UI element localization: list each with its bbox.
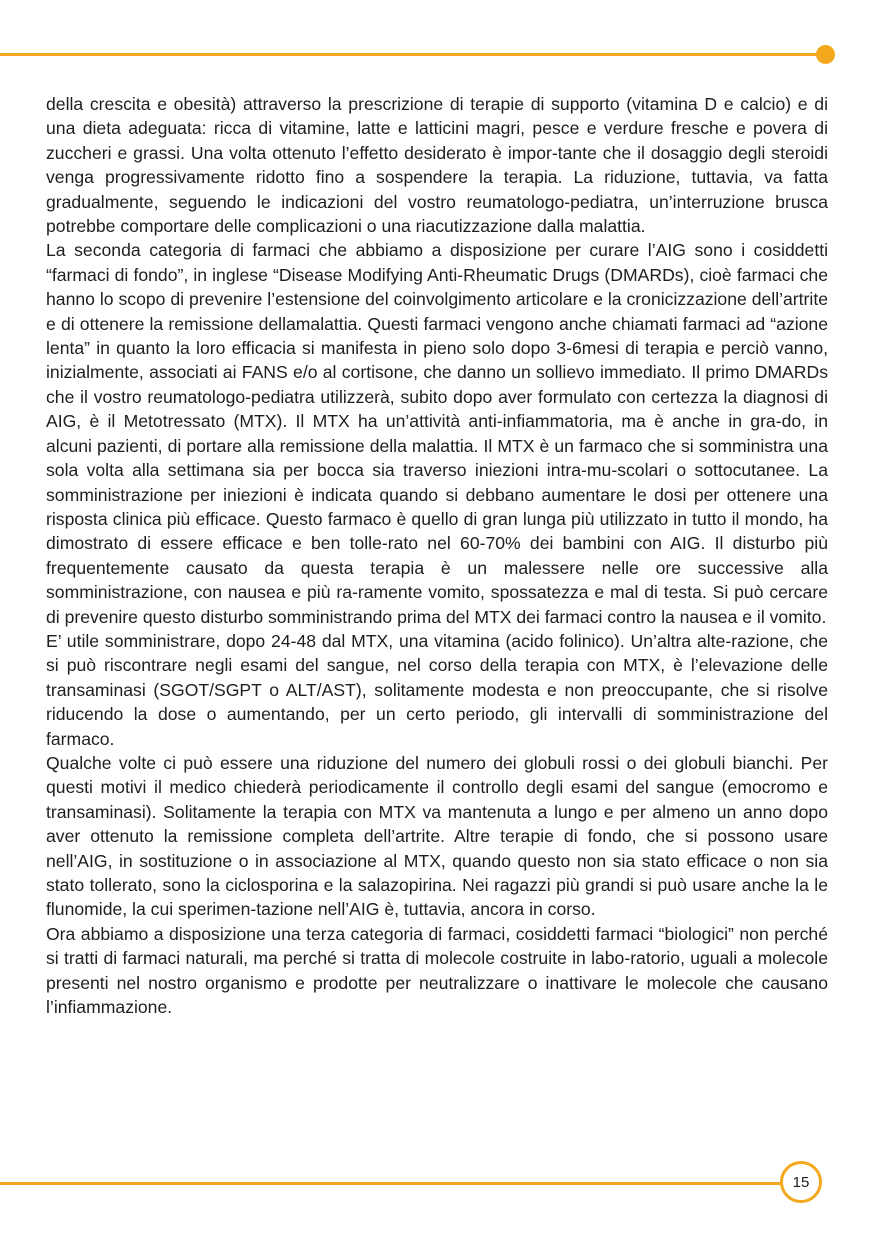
paragraph-biologic-drugs: Ora abbiamo a disposizione una terza categoria di farmaci, cosiddetti farmaci “biologici” non perché si tratti di farmaci naturali, ma perché si tratta di molecole costruite in labo-ratorio, uguali a molecole presenti nel nostro organismo e prodotte per neutralizzare o inattivare le molecole che causano l’infiammazione.	[46, 923, 828, 1018]
page-number: 15	[792, 1173, 810, 1191]
paragraph-dmards-mtx: La seconda categoria di farmaci che abbiamo a disposizione per curare l’AIG sono i cosiddetti “farmaci di fondo”, in inglese “Disease Modifying Anti-Rheumatic Drugs (DMARDs), cioè farmaci che hanno lo scopo di prevenire l’estensione del coinvolgimento articolare e la cronicizzazione dell’artrite e di ottenere la remissione dellamalattia. Questi farmaci vengono anche chiamati farmaci ad “azione lenta” in quanto la loro efficacia si manifesta in pieno solo dopo 3-6mesi di terapia e perciò vanno, inizialmente, associati ai FANS e/o al cortisone, che danno un sollievo immediato. Il primo DMARDs che il vostro reumatologo-pediatra utilizzerà, subito dopo aver formulato con certezza la diagnosi di AIG, è il Metotressato (MTX). Il MTX ha un’attività anti-infiammatoria, ma è anche in gra-do, in alcuni pazienti, di portare alla remissione della malattia. Il MTX è un farmaco che si somministra una sola volta alla settimana sia per bocca sia traverso iniezioni intra-mu-scolari o sottocutanee. La somministrazione per iniezioni è indicata quando si debbano aumentare le dosi per ottenere una risposta clinica più efficace. Questo farmaco è quello di gran lunga più utilizzato in tutto il mondo, ha dimostrato di essere efficace e ben tolle-rato nel 60-70% dei bambini con AIG. Il disturbo più frequentemente causato da questa terapia è un malessere nelle ore successive alla somministrazione, con nausea e più ra-ramente vomito, spossatezza e mal di testa. Si può cercare di prevenire questo disturbo somministrando prima del MTX dei farmaci contro la nausea e il vomito.	[46, 240, 828, 627]
page-number-badge	[780, 1161, 822, 1203]
paragraph-folinic-acid: E’ utile somministrare, dopo 24-48 dal MTX, una vitamina (acido folinico). Un’altra alte-razione, che si può riscontrare negli esami del sangue, nel corso della terapia con MTX, è l’elevazione delle transaminasi (SGOT/SGPT o ALT/AST), solitamente modesta e non preoccupante, che si risolve riducendo la dose o aumentando, per un certo periodo, gli intervalli di somministrazione del farmaco.	[46, 630, 828, 749]
top-decorative-dot	[816, 45, 835, 64]
paragraph-steroid-tapering: della crescita e obesità) attraverso la prescrizione di terapie di supporto (vitamina D e calcio) e di una dieta adeguata: ricca di vitamine, latte e latticini magri, pesce e verdure fresche e povera di zuccheri e grassi. Una volta ottenuto l’effetto desiderato è impor-tante che il dosaggio degli steroidi venga progressivamente ridotto fino a sospendere la terapia. La riduzione, tuttavia, va fatta gradualmente, seguendo le indicazioni del vostro reumatologo-pediatra, un’interruzione brusca potrebbe comportare delle complicazioni o una riacutizzazione dalla malattia.	[46, 94, 828, 237]
body-text	[46, 92, 828, 1019]
paragraph-blood-monitoring: Qualche volte ci può essere una riduzione del numero dei globuli rossi o dei globuli bianchi. Per questi motivi il medico chiederà periodicamente il controllo degli esami del sangue (emocromo e transaminasi). Solitamente la terapia con MTX va mantenuta a lungo e per almeno un anno dopo aver ottenuto la remissione completa dell’artrite. Altre terapie di fondo, che si possono usare nell’AIG, in sostituzione o in associazione al MTX, quando questo non sia stato efficace o non sia stato tollerato, sono la ciclosporina e la salazopirina. Nei ragazzi più grandi si può usare anche la le flunomide, la cui sperimen-tazione nell’AIG è, tuttavia, ancora in corso.	[46, 752, 828, 920]
bottom-decorative-rule	[0, 1182, 786, 1185]
top-decorative-rule	[0, 53, 822, 56]
